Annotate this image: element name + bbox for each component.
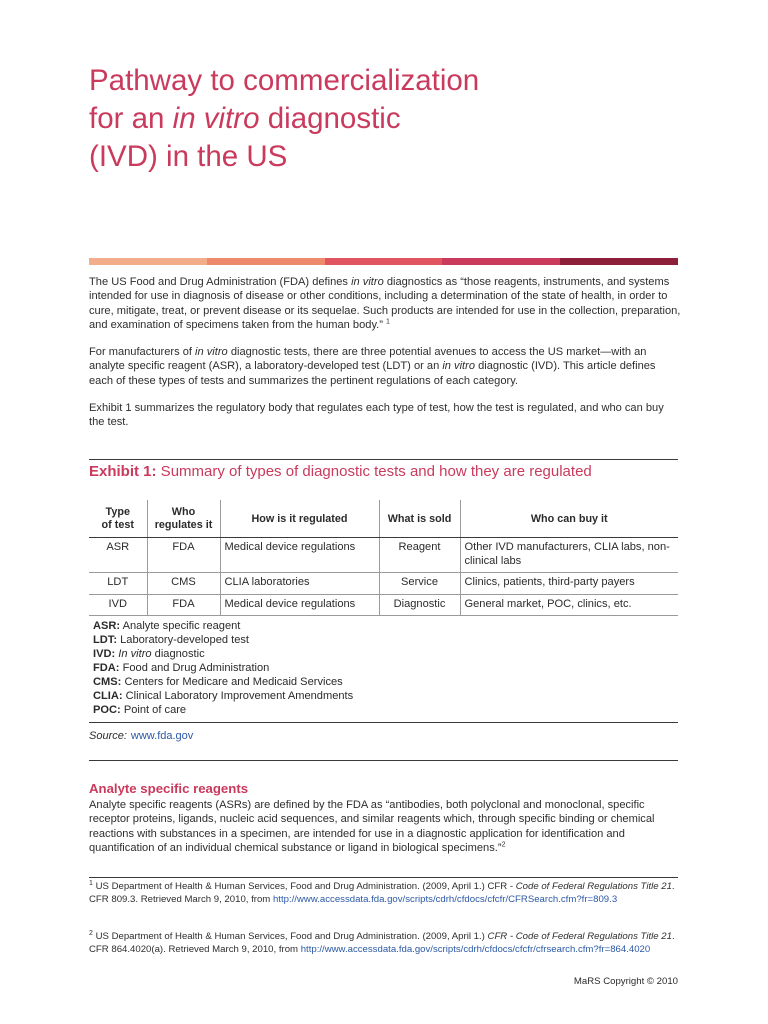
legend-abbr: POC:	[93, 704, 121, 716]
title-text: for an	[89, 102, 173, 135]
legend-item	[93, 675, 674, 689]
abbreviation-legend	[89, 616, 678, 723]
text: diagnostics as “those reagents, instruments, and systems intended for use in diagnosis of disease or other conditions, including a determination of the state of health, in order to cure, mitigate, treat, or prevent disease or its sequelae. Such products are intended for use in the collection, preparation, and examination of specimens taken from the human body.”	[89, 276, 681, 332]
footnote-2	[89, 931, 681, 956]
legend-item	[93, 633, 674, 647]
cell-sold: Diagnostic	[379, 594, 460, 616]
divider	[89, 760, 678, 761]
col-header-how: How is it regulated	[220, 500, 379, 538]
legend-text: Clinical Laboratory Improvement Amendments	[122, 690, 354, 702]
cell-buyer: Clinics, patients, third-party payers	[460, 573, 678, 595]
legend-text: Centers for Medicare and Medicaid Services	[121, 676, 343, 688]
title-text: diagnostic	[259, 102, 401, 135]
stripe-segment	[207, 258, 325, 265]
header-text: regulates it	[154, 519, 213, 531]
table-row	[89, 594, 678, 616]
legend-text: Food and Drug Administration	[119, 662, 270, 674]
title-line-2	[89, 100, 689, 138]
cell-buyer: Other IVD manufacturers, CLIA labs, non-clinical labs	[460, 538, 678, 573]
legend-text: Analyte specific reagent	[120, 620, 241, 632]
text: US Department of Health & Human Services, Food and Drug Administration. (2009, April 1.) CFR -	[92, 881, 516, 892]
legend-row	[89, 616, 678, 723]
exhibit-caption	[89, 463, 592, 480]
italic-text: in vitro	[351, 276, 384, 288]
title-italic: in vitro	[172, 102, 260, 135]
footnote-link[interactable]: http://www.accessdata.fda.gov/scripts/cdrh/cfdocs/cfcfr/cfrsearch.cfm?fr=864.4020	[300, 943, 651, 955]
cell-buyer: General market, POC, clinics, etc.	[460, 594, 678, 616]
text: diagnostic (IVD). This article defines each of these types of tests and summarizes the pertinent regulations of each category.	[89, 360, 656, 387]
text: Analyte specific reagents (ASRs) are defined by the FDA as “antibodies, both polyclonal and monoclonal, specific receptor proteins, ligands, nucleic acid sequences, and similar reagents which, through specific binding or chemical reactions with substances in a specimen, are intended for use in a diagnostic application for identification and quantification of an individual chemical substance or ligand in biological specimens.”	[89, 799, 655, 855]
section-heading: Analyte specific reagents	[89, 781, 249, 796]
intro-paragraph-1	[89, 275, 681, 333]
legend-item	[93, 647, 674, 661]
exhibit-title: Summary of types of diagnostic tests and how they are regulated	[156, 463, 592, 480]
footnote-divider	[89, 877, 678, 878]
legend-text: diagnostic	[151, 648, 205, 660]
footnote-1	[89, 881, 681, 906]
exhibit-table	[89, 500, 678, 723]
color-stripe-divider	[89, 258, 678, 265]
stripe-segment	[325, 258, 443, 265]
cell-regulator: FDA	[147, 594, 220, 616]
cell-type: IVD	[89, 594, 147, 616]
legend-italic: In vitro	[118, 648, 152, 660]
cell-type: ASR	[89, 538, 147, 573]
legend-item	[93, 661, 674, 675]
table-row	[89, 538, 678, 573]
italic-text: CFR - Code of Federal Regulations Title 21	[487, 931, 672, 942]
cell-regulator: CMS	[147, 573, 220, 595]
text: For manufacturers of	[89, 346, 196, 358]
legend-abbr: IVD:	[93, 648, 116, 660]
header-text: Type	[105, 506, 130, 518]
col-header-buyer: Who can buy it	[460, 500, 678, 538]
cell-how: Medical device regulations	[220, 594, 379, 616]
stripe-segment	[442, 258, 560, 265]
col-header-what: What is sold	[379, 500, 460, 538]
italic-text: Code of Federal Regulations Title 21	[515, 881, 672, 892]
stripe-segment	[89, 258, 207, 265]
legend-item	[93, 703, 674, 717]
legend-item	[93, 689, 674, 703]
source-link[interactable]: www.fda.gov	[130, 730, 194, 742]
exhibit-source	[89, 730, 193, 742]
title-line-1: Pathway to commercialization	[89, 64, 480, 97]
legend-abbr: FDA:	[93, 662, 120, 674]
legend-item	[93, 619, 674, 633]
legend-abbr: CLIA:	[93, 690, 123, 702]
footnote-link[interactable]: http://www.accessdata.fda.gov/scripts/cdrh/cfdocs/cfcfr/CFRSearch.cfm?fr=809.3	[272, 893, 618, 905]
header-text: of test	[101, 519, 134, 531]
header-text: Who	[171, 506, 196, 518]
legend-abbr: ASR:	[93, 620, 121, 632]
asr-paragraph	[89, 798, 681, 856]
cell-how: Medical device regulations	[220, 538, 379, 573]
cell-sold: Reagent	[379, 538, 460, 573]
page-title	[89, 62, 689, 176]
table-row	[89, 573, 678, 595]
legend-text: Laboratory-developed test	[117, 634, 250, 646]
copyright-notice: MaRS Copyright © 2010	[573, 976, 678, 987]
col-header-type	[89, 500, 147, 538]
footnote-ref[interactable]: 2	[501, 841, 506, 849]
exhibit-label: Exhibit 1:	[89, 463, 157, 480]
cell-regulator: FDA	[147, 538, 220, 573]
text: diagnostic tests, there are three potential avenues to access the US market—with an analyte specific reagent (ASR), a laboratory-developed test (LDT) or an	[89, 346, 647, 373]
intro-paragraph-3: Exhibit 1 summarizes the regulatory body that regulates each type of test, how the test is regulated, and who can buy the test.	[89, 402, 664, 429]
text: . CFR 809.3. Retrieved March 9, 2010, from	[89, 881, 675, 905]
legend-text: Point of care	[120, 704, 187, 716]
cell-how: CLIA laboratories	[220, 573, 379, 595]
legend-abbr: CMS:	[93, 676, 122, 688]
title-line-3: (IVD) in the US	[89, 140, 288, 173]
intro-paragraph-2	[89, 345, 681, 388]
footnote-ref[interactable]: 1	[386, 318, 390, 326]
text: . CFR 864.4020(a). Retrieved March 9, 2010, from	[89, 931, 675, 955]
cell-type: LDT	[89, 573, 147, 595]
footnote-number: 2	[89, 929, 93, 937]
table-header-row	[89, 500, 678, 538]
stripe-segment	[560, 258, 678, 265]
text: US Department of Health & Human Services, Food and Drug Administration. (2009, April 1.)	[92, 931, 488, 942]
italic-text: in vitro	[442, 360, 476, 373]
source-label: Source:	[89, 730, 127, 742]
divider	[89, 459, 678, 460]
footnote-number: 1	[89, 879, 93, 887]
legend-abbr: LDT:	[93, 634, 118, 646]
text: The US Food and Drug Administration (FDA) defines	[89, 276, 352, 288]
col-header-regulator	[147, 500, 220, 538]
italic-text: in vitro	[195, 346, 228, 358]
cell-sold: Service	[379, 573, 460, 595]
